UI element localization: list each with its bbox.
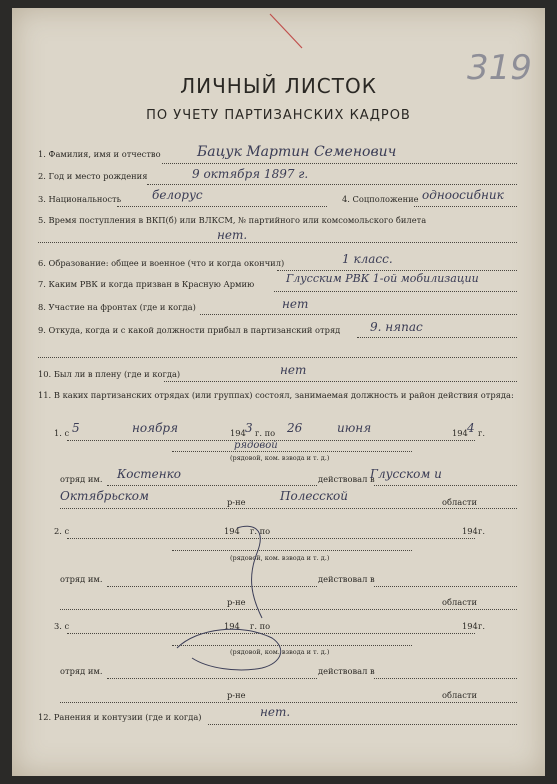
entry-1-g: г. bbox=[478, 428, 485, 438]
field-9-value: 9. няпас bbox=[370, 320, 423, 334]
entry-3-g: г. bbox=[478, 621, 485, 631]
entry-3-year-from: 194 bbox=[224, 621, 240, 631]
field-5-value: нет. bbox=[217, 228, 248, 242]
entry-1-g-po: г. по bbox=[255, 428, 276, 438]
entry-1-start: 1. с bbox=[54, 428, 70, 438]
entry-2-otryad-label: отряд им. bbox=[60, 574, 103, 584]
field-6-value: 1 класс. bbox=[342, 252, 393, 266]
entry-3-start: 3. с bbox=[54, 621, 70, 631]
entry-2-acted-label: действовал в bbox=[318, 574, 375, 584]
field-4-label: 4. Соцположение bbox=[342, 194, 419, 204]
entry-1-rank-hint: (рядовой, ком. взвода и т. д.) bbox=[230, 454, 330, 462]
entry-1-rne: р-не bbox=[227, 497, 246, 507]
entry-2-year-to: 194 bbox=[462, 526, 478, 536]
field-1-value: Бацук Мартин Семенович bbox=[197, 144, 397, 160]
field-11-label: 11. В каких партизанских отрядах (или группах) состоял, занимаемая должность и район действия отряда: bbox=[38, 390, 514, 400]
field-9-label: 9. Откуда, когда и с какой должности прибыл в партизанский отряд bbox=[38, 325, 341, 335]
red-check-mark bbox=[270, 14, 302, 48]
entry-2-start: 2. с bbox=[54, 526, 70, 536]
entry-1-month-from: ноября bbox=[132, 421, 179, 435]
field-4-value: одноосибник bbox=[422, 188, 504, 202]
entry-3-rank-hint: (рядовой, ком. взвода и т. д.) bbox=[230, 648, 330, 656]
field-12-value: нет. bbox=[260, 705, 291, 719]
field-2-label: 2. Год и место рождения bbox=[38, 171, 148, 181]
entry-1-day-to: 26 bbox=[287, 421, 303, 435]
entry-1-rank: рядовой bbox=[234, 440, 278, 451]
entry-1-year-from-prefix: 194 bbox=[230, 428, 246, 438]
field-1-label: 1. Фамилия, имя и отчество bbox=[38, 149, 161, 159]
field-10-value: нет bbox=[280, 363, 307, 377]
entry-1-acted-value: Глусском и bbox=[370, 467, 442, 481]
entry-3-acted-label: действовал в bbox=[318, 666, 375, 676]
archive-number: 319 bbox=[467, 48, 532, 88]
entry-1-otryad-label: отряд им. bbox=[60, 474, 103, 484]
field-6-label: 6. Образование: общее и военное (что и когда окончил) bbox=[38, 258, 285, 268]
field-7-value: Глусским РВК 1-ой мобилизации bbox=[286, 272, 479, 285]
strike-scribble-upper bbox=[237, 526, 262, 618]
field-2-value: 9 октября 1897 г. bbox=[192, 167, 309, 181]
document-title: ЛИЧНЫЙ ЛИСТОК bbox=[180, 74, 377, 98]
field-12-label: 12. Ранения и контузии (где и когда) bbox=[38, 712, 202, 722]
entry-2-oblasti: области bbox=[442, 597, 477, 607]
field-8-value: нет bbox=[282, 297, 309, 311]
entry-1-acted-label: действовал в bbox=[318, 474, 375, 484]
field-5-label: 5. Время поступления в ВКП(б) или ВЛКСМ, № партийного или комсомольского билета bbox=[38, 215, 427, 225]
entry-1-month-to: июня bbox=[337, 421, 372, 435]
entry-1-year-to-prefix: 194 bbox=[452, 428, 468, 438]
entry-3-rne: р-не bbox=[227, 690, 246, 700]
entry-2-g: г. bbox=[478, 526, 485, 536]
entry-1-region-value: Октябрьском bbox=[60, 489, 149, 503]
field-8-label: 8. Участие на фронтах (где и когда) bbox=[38, 302, 196, 312]
field-3-value: белорус bbox=[152, 188, 203, 202]
entry-3-oblasti: области bbox=[442, 690, 477, 700]
field-7-label: 7. Каким РВК и когда призван в Красную Армию bbox=[38, 279, 255, 289]
entry-3-year-to: 194 bbox=[462, 621, 478, 631]
entry-2-year-from: 194 bbox=[224, 526, 240, 536]
strike-scribble-lower bbox=[177, 629, 281, 670]
entry-1-day-from: 5 bbox=[72, 421, 80, 435]
entry-3-otryad-label: отряд им. bbox=[60, 666, 103, 676]
entry-1-year-to: 4 bbox=[467, 421, 475, 435]
entry-1-otryad-value: Костенко bbox=[117, 467, 182, 481]
field-3-label: 3. Национальность bbox=[38, 194, 122, 204]
document-subtitle: ПО УЧЕТУ ПАРТИЗАНСКИХ КАДРОВ bbox=[146, 108, 411, 123]
entry-2-rank-hint: (рядовой, ком. взвода и т. д.) bbox=[230, 554, 330, 562]
entry-1-oblast-value: Полесской bbox=[280, 489, 348, 503]
entry-1-year-from: 3 bbox=[245, 421, 253, 435]
document-sheet bbox=[12, 8, 545, 776]
entry-1-oblasti: области bbox=[442, 497, 477, 507]
entry-2-g-po: г. по bbox=[250, 526, 271, 536]
field-10-label: 10. Был ли в плену (где и когда) bbox=[38, 369, 181, 379]
entry-3-g-po: г. по bbox=[250, 621, 271, 631]
entry-2-rne: р-не bbox=[227, 597, 246, 607]
pencil-marks bbox=[12, 8, 545, 776]
